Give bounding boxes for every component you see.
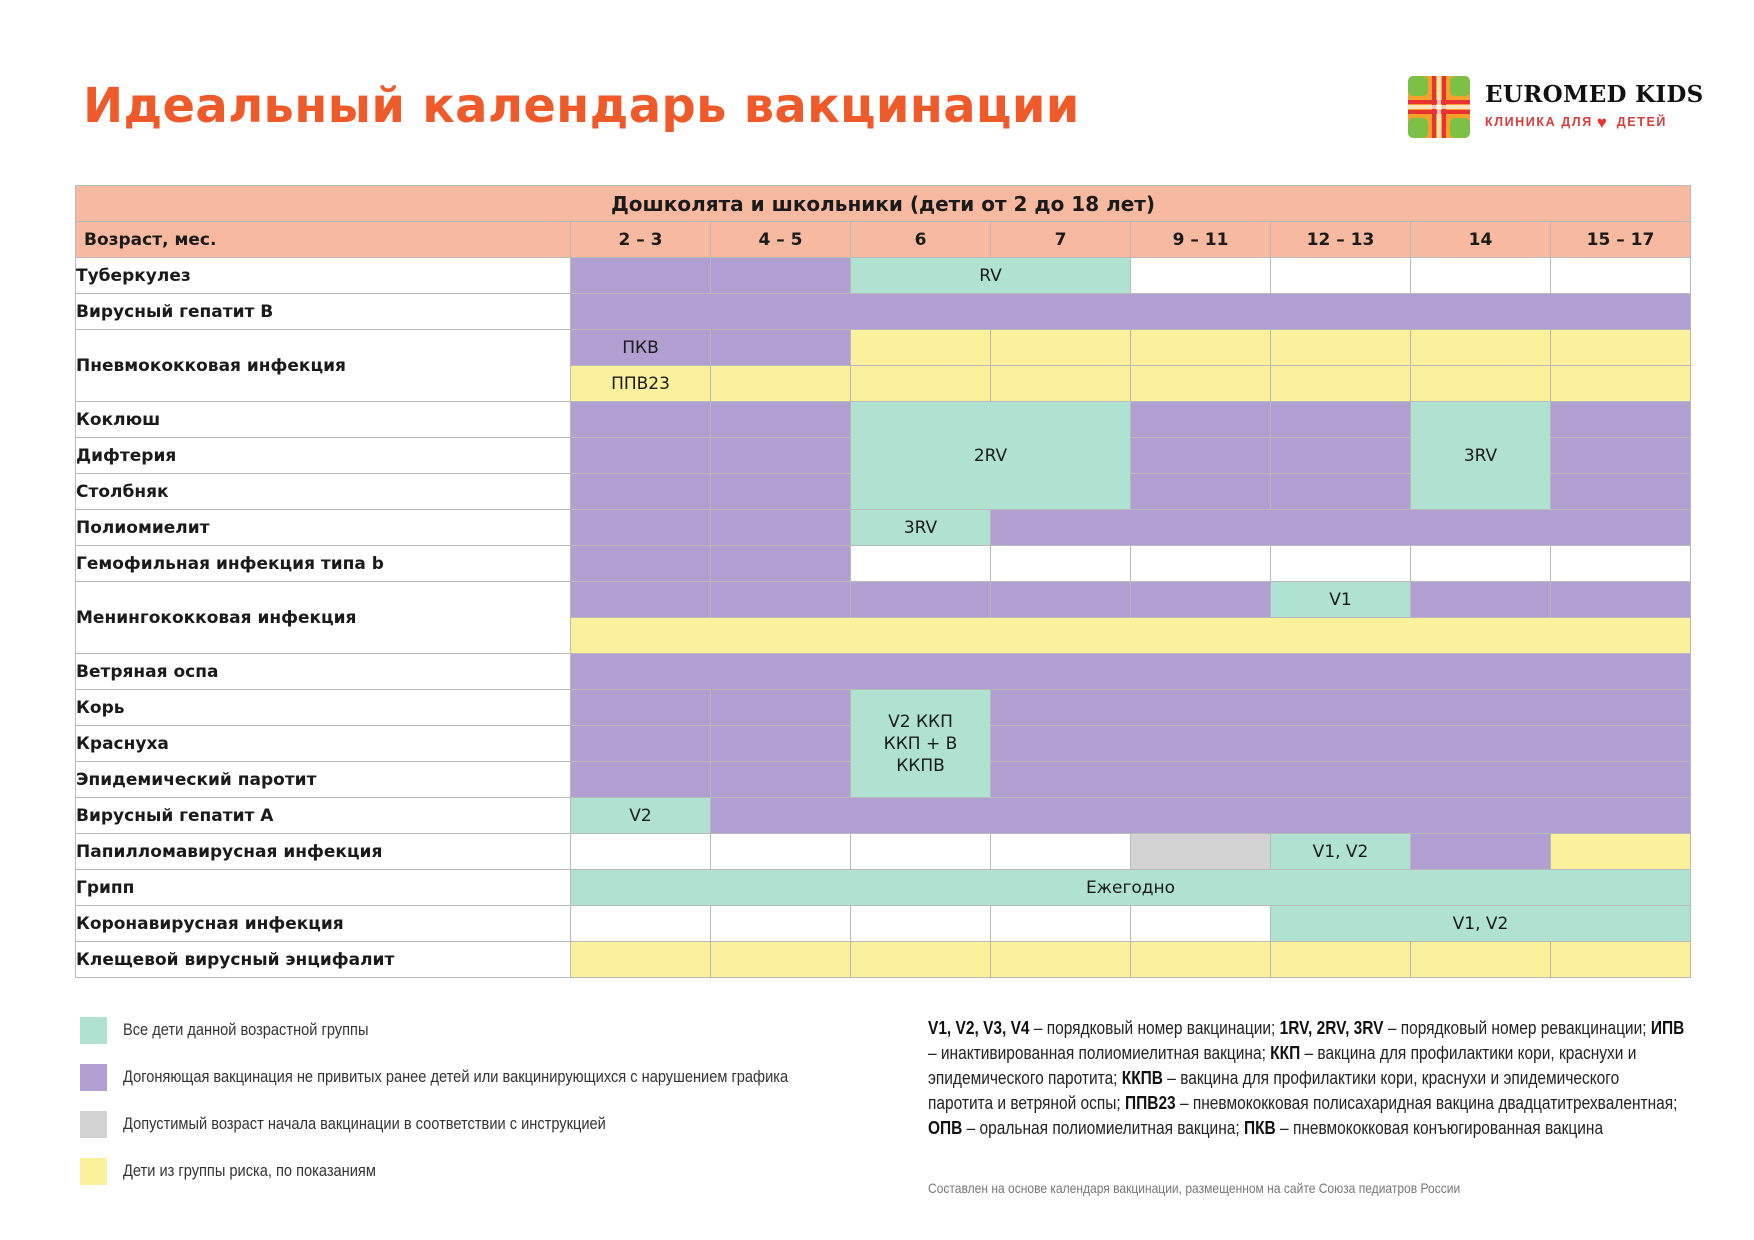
cell <box>571 618 1691 654</box>
cell <box>1271 330 1411 366</box>
cell <box>1131 546 1271 582</box>
legend-text: Допустимый возраст начала вакцинации в соответствии с инструкцией <box>123 1114 606 1133</box>
logo-tagline: КЛИНИКА ДЛЯ ♥ ДЕТЕЙ <box>1485 113 1667 132</box>
row-label: Коронавирусная инфекция <box>76 906 571 942</box>
cell <box>851 546 991 582</box>
cell <box>571 834 711 870</box>
cell <box>851 582 991 618</box>
cell <box>1271 474 1411 510</box>
row-label: Ветряная оспа <box>76 654 571 690</box>
cell <box>1131 906 1271 942</box>
table-row <box>76 546 1691 582</box>
cell-pneumo-pkv: ПКВ <box>571 330 711 366</box>
row-label: Краснуха <box>76 726 571 762</box>
row-label: Менингококковая инфекция <box>76 582 571 654</box>
row-label: Гемофильная инфекция типа b <box>76 546 571 582</box>
plaid-logo-icon <box>1408 76 1470 138</box>
cell <box>1131 582 1271 618</box>
cell-mening-v1: V1 <box>1271 582 1411 618</box>
table-row <box>76 294 1691 330</box>
table-row <box>76 510 1691 546</box>
cell <box>571 402 711 438</box>
cell <box>711 942 851 978</box>
cell <box>991 942 1131 978</box>
cell <box>1411 330 1551 366</box>
cell <box>1411 546 1551 582</box>
row-label: Вирусный гепатит B <box>76 294 571 330</box>
cell <box>571 726 711 762</box>
cell <box>1271 402 1411 438</box>
cell <box>1551 330 1691 366</box>
cell <box>711 798 1691 834</box>
age-header: Возраст, мес. <box>76 222 571 258</box>
clinic-logo <box>1408 76 1704 142</box>
cell <box>1551 402 1691 438</box>
row-label: Коклюш <box>76 402 571 438</box>
cell <box>1271 438 1411 474</box>
abbreviations-notes: V1, V2, V3, V4 – порядковый номер вакцинации; 1RV, 2RV, 3RV – порядковый номер ревакцинации; ИПВ – инактивированная полиомиелитная вакцина; ККП – вакцина для профилактики кори, краснухи и эпидемического паротита; ККПВ – вакцина для профилактики кори, краснухи и эпидемического паротита и ветряной оспы; ППВ23 – пневмококковая полисахаридная вакцина двадцатитрехвалентная; ОПВ – оральная полиомиелитная вакцина; ПКВ – пневмококковая конъюгированная вакцина <box>928 1018 1685 1138</box>
cell <box>991 546 1131 582</box>
cell <box>711 402 851 438</box>
cell <box>711 510 851 546</box>
table-row <box>76 906 1691 942</box>
cell <box>991 726 1691 762</box>
cell <box>851 906 991 942</box>
cell <box>571 942 711 978</box>
cell <box>1131 438 1271 474</box>
cell <box>711 474 851 510</box>
cell <box>991 330 1131 366</box>
age-col-2-3: 2 – 3 <box>571 222 711 258</box>
legend-text: Догоняющая вакцинация не привитых ранее детей или вакцинирующихся с нарушением графика <box>123 1067 789 1086</box>
cell <box>1131 366 1271 402</box>
age-col-7: 7 <box>991 222 1131 258</box>
row-label: Клещевой вирусный энцифалит <box>76 942 571 978</box>
age-col-15-17: 15 – 17 <box>1551 222 1691 258</box>
cell <box>1551 366 1691 402</box>
cell <box>991 366 1131 402</box>
cell <box>711 366 851 402</box>
table-row <box>76 870 1691 906</box>
row-label: Дифтерия <box>76 438 571 474</box>
row-label: Полиомиелит <box>76 510 571 546</box>
table-row <box>76 582 1691 618</box>
cell <box>711 546 851 582</box>
age-col-4-5: 4 – 5 <box>711 222 851 258</box>
age-col-12-13: 12 – 13 <box>1271 222 1411 258</box>
cell-hepa-v2: V2 <box>571 798 711 834</box>
cell <box>571 762 711 798</box>
cell <box>1411 258 1551 294</box>
table-row <box>76 942 1691 978</box>
row-label: Эпидемический паротит <box>76 762 571 798</box>
cell <box>1271 366 1411 402</box>
table-caption: Дошколята и школьники (дети от 2 до 18 лет) <box>76 186 1691 222</box>
cell <box>1131 474 1271 510</box>
cell <box>711 906 851 942</box>
cell <box>571 258 711 294</box>
cell-dtp-2rv: 2RV <box>851 402 1131 510</box>
cell <box>1131 402 1271 438</box>
cell <box>1131 258 1271 294</box>
cell <box>1271 942 1411 978</box>
cell <box>1411 834 1551 870</box>
cell-dtp-3rv: 3RV <box>1411 402 1551 510</box>
cell <box>711 438 851 474</box>
table-row <box>76 834 1691 870</box>
table-row <box>76 258 1691 294</box>
cell <box>1131 834 1271 870</box>
cell <box>851 834 991 870</box>
vaccination-schedule-table <box>75 185 1691 978</box>
cell <box>991 690 1691 726</box>
cell <box>571 510 711 546</box>
cell <box>711 330 851 366</box>
cell-pneumo-ppv23: ППВ23 <box>571 366 711 402</box>
cell <box>571 438 711 474</box>
row-label: Пневмококковая инфекция <box>76 330 571 402</box>
legend-swatch <box>80 1017 107 1044</box>
cell <box>1551 474 1691 510</box>
legend-text: Дети из группы риска, по показаниям <box>123 1161 376 1180</box>
cell <box>571 906 711 942</box>
cell <box>711 258 851 294</box>
cell <box>1411 366 1551 402</box>
cell <box>851 330 991 366</box>
cell <box>711 762 851 798</box>
cell <box>991 510 1691 546</box>
table-row <box>76 690 1691 726</box>
cell <box>571 690 711 726</box>
legend-swatch <box>80 1064 107 1091</box>
cell <box>1551 438 1691 474</box>
row-label: Вирусный гепатит A <box>76 798 571 834</box>
legend-swatch <box>80 1158 107 1185</box>
age-col-6: 6 <box>851 222 991 258</box>
legend-text: Все дети данной возрастной группы <box>123 1020 369 1039</box>
cell-hpv-v1v2: V1, V2 <box>1271 834 1411 870</box>
cell <box>571 546 711 582</box>
row-label: Папилломавирусная инфекция <box>76 834 571 870</box>
row-label: Туберкулез <box>76 258 571 294</box>
row-label: Столбняк <box>76 474 571 510</box>
table-row <box>76 330 1691 366</box>
cell <box>711 834 851 870</box>
cell <box>991 834 1131 870</box>
cell <box>1271 258 1411 294</box>
heart-icon: ♥ <box>1596 113 1607 132</box>
cell <box>1411 942 1551 978</box>
cell <box>851 366 991 402</box>
age-col-9-11: 9 – 11 <box>1131 222 1271 258</box>
cell <box>571 582 711 618</box>
cell <box>1551 546 1691 582</box>
cell <box>1551 582 1691 618</box>
cell-flu-yearly: Ежегодно <box>571 870 1691 906</box>
cell-tb-rv: RV <box>851 258 1131 294</box>
table-row <box>76 402 1691 438</box>
cell <box>711 690 851 726</box>
source-note: Составлен на основе календаря вакцинации, размещенном на сайте Союза педиатров России <box>928 1180 1461 1196</box>
cell <box>711 726 851 762</box>
table-row <box>76 654 1691 690</box>
cell <box>1551 258 1691 294</box>
cell-mmr: V2 ККП ККП + В ККПВ <box>851 690 991 798</box>
cell <box>991 582 1131 618</box>
cell <box>571 294 1691 330</box>
row-label: Грипп <box>76 870 571 906</box>
age-col-14: 14 <box>1411 222 1551 258</box>
cell <box>851 942 991 978</box>
logo-name: EUROMED KIDS <box>1485 81 1704 108</box>
cell <box>711 582 851 618</box>
cell <box>1131 942 1271 978</box>
table-row <box>76 798 1691 834</box>
cell <box>1551 834 1691 870</box>
cell <box>991 906 1131 942</box>
cell-polio-3rv: 3RV <box>851 510 991 546</box>
cell <box>1131 330 1271 366</box>
cell <box>1551 942 1691 978</box>
cell <box>1411 582 1551 618</box>
cell <box>571 474 711 510</box>
cell <box>991 762 1691 798</box>
cell <box>571 654 1691 690</box>
row-label: Корь <box>76 690 571 726</box>
cell <box>1271 546 1411 582</box>
cell-covid-v1v2: V1, V2 <box>1271 906 1691 942</box>
page-title: Идеальный календарь вакцинации <box>83 78 1080 134</box>
legend-swatch <box>80 1111 107 1138</box>
